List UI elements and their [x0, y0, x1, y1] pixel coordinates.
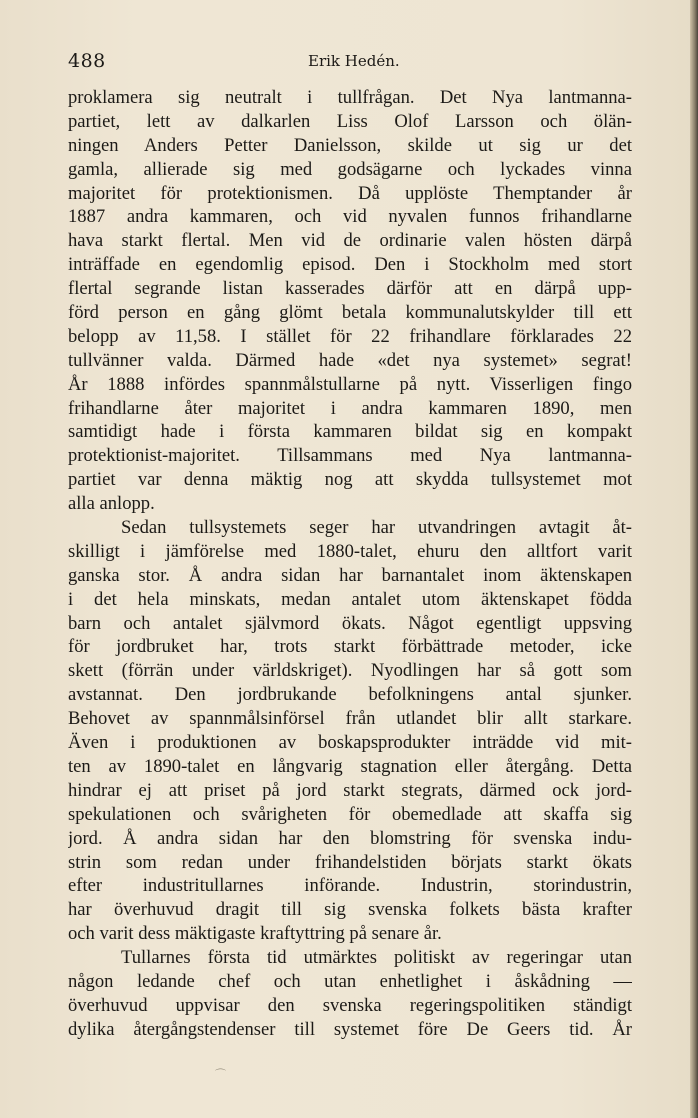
text-line: skett (förrän under världskriget). Nyodlingen har så gott som: [68, 660, 632, 682]
text-line: partiet, lett av dalkarlen Liss Olof Larsson och ölän-: [68, 110, 632, 132]
text-line: avstannat. Den jordbrukande befolkningens antal sjunker.: [68, 684, 632, 706]
page-edge: [690, 0, 698, 1118]
text-line: har överhuvud dragit till sig svenska folkets bästa krafter: [68, 899, 632, 921]
text-line: strin som redan under frihandelstiden börjats starkt ökats: [68, 851, 632, 873]
text-line: barn och antalet självmord ökats. Något egentligt uppsving: [68, 612, 632, 634]
text-line: Sedan tullsystemets seger har utvandringen avtagit åt-: [121, 517, 632, 539]
text-line: 1887 andra kammaren, och vid nyvalen funnos frihandlarne: [68, 206, 632, 228]
text-line: proklamera sig neutralt i tullfrågan. Det Nya lantmanna-: [68, 87, 632, 108]
text-line: Behovet av spannmålsinförsel från utlandet blir allt starkare.: [68, 708, 632, 730]
running-head: Erik Hedén.: [308, 52, 400, 70]
text-line: samtidigt hade i första kammaren bildat sig en kompakt: [68, 421, 632, 443]
text-line: skilligt i jämförelse med 1880-talet, ehuru den alltfort varit: [68, 540, 632, 562]
page-header: [68, 50, 638, 74]
text-line: ningen Anders Petter Danielsson, skilde ut sig ur det: [68, 134, 632, 156]
text-line: jord. Å andra sidan har den blomstring för svenska indu-: [68, 827, 632, 849]
text-line: ganska stor. Å andra sidan har barnantalet inom äktenskapen: [68, 564, 632, 586]
text-line: hindrar ej att priset på jord starkt stegrats, därmed ock jord-: [68, 779, 632, 801]
text-line: någon ledande chef och utan enhetlighet i åskådning —: [68, 970, 632, 992]
text-line: flertal segrande listan kasserades därför att en därpå upp-: [68, 278, 632, 300]
text-line: belopp av 11,58. I stället för 22 frihandlare förklarades 22: [68, 325, 632, 347]
text-line: gamla, allierade sig med godsägarne och lyckades vinna: [68, 158, 632, 180]
text-line: hava starkt flertal. Men vid de ordinarie valen hösten därpå: [68, 230, 632, 252]
page-number: 488: [68, 50, 106, 72]
text-line: för jordbruket har, trots starkt förbättrade metoder, icke: [68, 636, 632, 658]
text-line: efter industritullarnes införande. Industrin, storindustrin,: [68, 875, 632, 897]
text-line: överhuvud uppvisar den svenska regeringspolitiken ständigt: [68, 994, 632, 1016]
text-line: dylika återgångstendenser till systemet före De Geers tid. År: [68, 1018, 632, 1040]
body-text: [68, 86, 632, 1042]
print-mark: ⌒: [215, 1068, 226, 1081]
text-line: majoritet för protektionismen. Då upplöste Themptander år: [68, 182, 632, 204]
text-line: År 1888 infördes spannmålstullarne på nytt. Visserligen fingo: [68, 373, 632, 395]
text-line: och varit dess mäktigaste kraftyttring på senare år.: [68, 923, 442, 945]
text-line: frihandlarne åter majoritet i andra kammaren 1890, men: [68, 397, 632, 419]
text-line: Tullarnes första tid utmärktes politiskt av regeringar utan: [121, 947, 632, 969]
text-line: alla anlopp.: [68, 493, 155, 515]
text-line: partiet var denna mäktig nog att skydda tullsystemet mot: [68, 469, 632, 491]
text-line: protektionist-majoritet. Tillsammans med Nya lantmanna-: [68, 445, 632, 467]
text-line: inträffade en egendomlig episod. Den i Stockholm med stort: [68, 254, 632, 276]
text-line: spekulationen och svårigheten för obemedlade att skaffa sig: [68, 803, 632, 825]
text-line: i det hela minskats, medan antalet utom äktenskapet födda: [68, 588, 632, 610]
text-line: förd person en gång glömt betala kommunalutskylder till ett: [68, 302, 632, 324]
text-line: Även i produktionen av boskapsprodukter inträdde vid mit-: [68, 732, 632, 754]
text-line: tullvänner valda. Därmed hade «det nya systemet» segrat!: [68, 349, 632, 371]
text-line: ten av 1890-talet en långvarig stagnation eller återgång. Detta: [68, 755, 632, 777]
